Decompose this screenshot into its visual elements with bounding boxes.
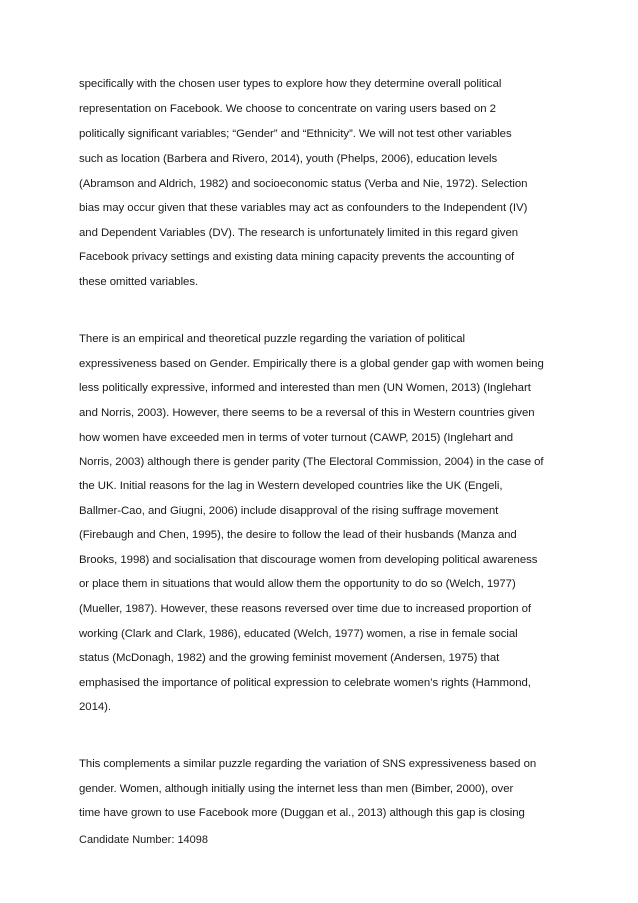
paragraph-1-line: (Abramson and Aldrich, 1982) and socioeconomic status (Verba and Nie, 1972). Selection — [79, 178, 528, 190]
paragraph-1-line: and Dependent Variables (DV). The research is unfortunately limited in this regard given — [79, 227, 519, 239]
paragraph-2-line: Ballmer-Cao, and Giugni, 2006) include disapproval of the rising suffrage movement — [79, 505, 499, 517]
paragraph-2-line: working (Clark and Clark, 1986), educated (Welch, 1977) women, a rise in female social — [79, 628, 518, 640]
paragraph-1-line: specifically with the chosen user types to explore how they determine overall political — [79, 78, 502, 90]
paragraph-2-line: There is an empirical and theoretical puzzle regarding the variation of political — [79, 333, 465, 345]
paragraph-1-line: bias may occur given that these variables may act as confounders to the Independent (IV) — [79, 202, 528, 214]
paragraph-2-line: Norris, 2003) although there is gender parity (The Electoral Commission, 2004) in the case of — [79, 456, 544, 468]
paragraph-2-line: (Firebaugh and Chen, 1995), the desire to follow the lead of their husbands (Manza and — [79, 529, 517, 541]
paragraph-1-line: such as location (Barbera and Rivero, 2014), youth (Phelps, 2006), education levels — [79, 153, 498, 165]
paragraph-3-line: time have grown to use Facebook more (Duggan et al., 2013) although this gap is closing — [79, 807, 525, 819]
paragraph-2-line: less politically expressive, informed and interested than men (UN Women, 2013) (Inglehart — [79, 382, 531, 394]
paragraph-1-line: politically significant variables; “Gender” and “Ethnicity”. We will not test other variables — [79, 128, 512, 140]
candidate-number-footer: Candidate Number: 14098 — [79, 834, 209, 846]
paragraph-2-line: emphasised the importance of political expression to celebrate women’s rights (Hammond, — [79, 677, 531, 689]
paragraph-1-line: representation on Facebook. We choose to concentrate on varing users based on 2 — [79, 103, 496, 115]
paragraph-3-line: gender. Women, although initially using the internet less than men (Bimber, 2000), over — [79, 783, 514, 795]
paragraph-3-line: This complements a similar puzzle regarding the variation of SNS expressiveness based on — [79, 758, 537, 770]
paragraph-2-line: or place them in situations that would allow them the opportunity to do so (Welch, 1977) — [79, 578, 516, 590]
paragraph-2-line: expressiveness based on Gender. Empirically there is a global gender gap with women being — [79, 358, 544, 370]
paragraph-2-line: and Norris, 2003). However, there seems to be a reversal of this in Western countries given — [79, 407, 535, 419]
paragraph-2-line: the UK. Initial reasons for the lag in Western developed countries like the UK (Engeli, — [79, 480, 503, 492]
paragraph-2-line: status (McDonagh, 1982) and the growing feminist movement (Andersen, 1975) that — [79, 652, 500, 664]
paragraph-2-line: how women have exceeded men in terms of voter turnout (CAWP, 2015) (Inglehart and — [79, 432, 514, 444]
paragraph-1-line: Facebook privacy settings and existing data mining capacity prevents the accounting of — [79, 251, 515, 263]
paragraph-2-line: 2014). — [79, 701, 111, 713]
paragraph-1-line: these omitted variables. — [79, 276, 199, 288]
paragraph-2-line: (Mueller, 1987). However, these reasons reversed over time due to increased proportion of — [79, 603, 532, 615]
paragraph-2-line: Brooks, 1998) and socialisation that discourage women from developing political awareness — [79, 554, 538, 566]
